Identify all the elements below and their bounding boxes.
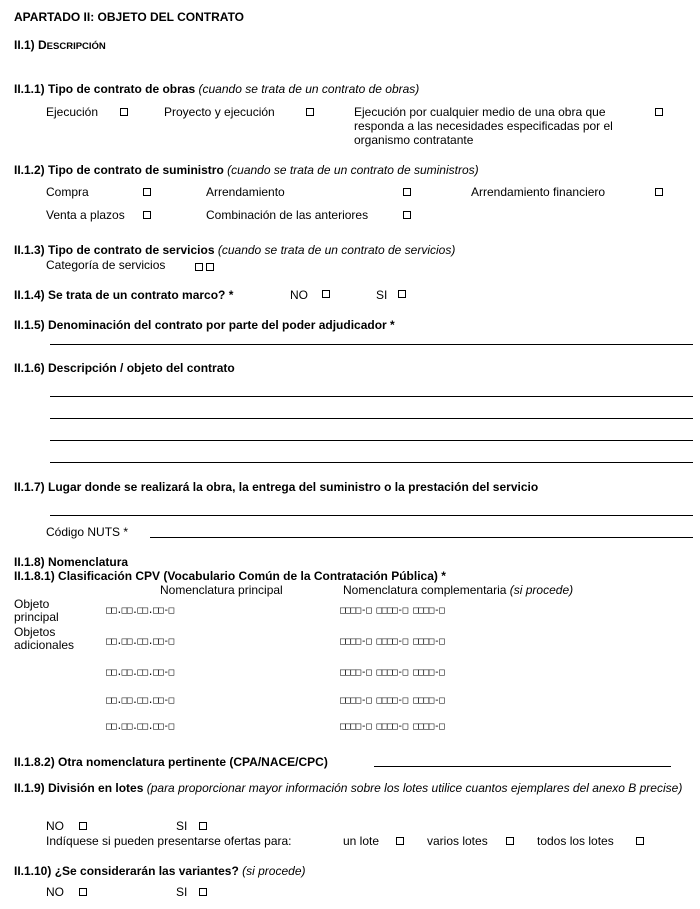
cpv-main-code-row-3[interactable]: □□.□□.□□.□□-□	[106, 667, 174, 678]
framework-no-label: NO	[290, 288, 308, 302]
cpv-complementary-code-row-4[interactable]: □□□□-□ □□□□-□ □□□□-□	[340, 695, 445, 706]
nomenclature-title: II.1.8) Nomenclatura	[14, 555, 129, 569]
row-additional-objects-line2: adicionales	[14, 638, 75, 652]
cpv-main-code-row-4[interactable]: □□.□□.□□.□□-□	[106, 695, 174, 706]
row-main-object-line1: Objeto	[14, 597, 50, 611]
checkbox-lots-yes[interactable]	[199, 822, 207, 830]
supply-contract-type-title: II.1.2) Tipo de contrato de suministro	[14, 163, 224, 177]
row-additional-objects-label	[14, 626, 74, 652]
lots-no-label: NO	[46, 819, 64, 833]
contract-name-title: II.1.5) Denominación del contrato por parte del poder adjudicador *	[14, 318, 395, 332]
cpv-complementary-note: (si procede)	[509, 583, 574, 597]
option-project-execution-label: Proyecto y ejecución	[164, 105, 275, 119]
checkbox-project-execution[interactable]	[306, 108, 314, 116]
checkbox-lots-several[interactable]	[506, 837, 514, 845]
cpv-complementary-code-row-1[interactable]: □□□□-□ □□□□-□ □□□□-□	[340, 605, 445, 616]
services-category-label: Categoría de servicios	[46, 258, 166, 272]
lots-division-title: II.1.9) División en lotes	[14, 781, 144, 795]
services-contract-type-heading	[14, 243, 455, 257]
option-execution-any-means-label: Ejecución por cualquier medio de una obra que responda a las necesidades especificadas por el organismo contratante	[354, 105, 613, 147]
lots-several-label: varios lotes	[427, 834, 488, 848]
services-category-digit-2[interactable]	[206, 263, 214, 271]
description-line-4[interactable]	[50, 462, 693, 463]
checkbox-execution-any-means[interactable]	[655, 108, 663, 116]
variants-no-label: NO	[46, 885, 64, 899]
variants-title: II.1.10) ¿Se considerarán las variantes?	[14, 864, 239, 878]
title-prefix: II.1) D	[14, 38, 47, 52]
option-execution-any-means	[354, 105, 650, 147]
cpv-main-code-row-2[interactable]: □□.□□.□□.□□-□	[106, 636, 174, 647]
checkbox-framework-yes[interactable]	[398, 290, 406, 298]
checkbox-variants-no[interactable]	[79, 888, 87, 896]
option-leasing-label: Arrendamiento financiero	[471, 185, 606, 199]
section-heading: APARTADO II: OBJETO DEL CONTRATO	[14, 10, 245, 24]
other-nomenclature-title: II.1.8.2) Otra nomenclatura pertinente (CPA/NACE/CPC)	[14, 755, 328, 769]
lots-one-label: un lote	[343, 834, 380, 848]
supply-contract-type-heading	[14, 163, 479, 177]
checkbox-purchase[interactable]	[143, 188, 151, 196]
option-rental-label: Arrendamiento	[206, 185, 285, 199]
location-field[interactable]	[50, 515, 693, 516]
lots-offers-indicate-label: Indíquese si pueden presentarse ofertas para:	[46, 834, 292, 848]
row-additional-objects-line1: Objetos	[14, 625, 56, 639]
checkbox-combination[interactable]	[403, 211, 411, 219]
option-execution	[46, 105, 98, 119]
option-combination-label: Combinación de las anteriores	[206, 208, 369, 222]
checkbox-lots-no[interactable]	[79, 822, 87, 830]
checkbox-framework-no[interactable]	[322, 290, 330, 298]
lots-division-note: (para proporcionar mayor información sobre los lotes utilice cuantos ejemplares del anexo B precise)	[146, 781, 683, 795]
nuts-code-field[interactable]	[150, 537, 693, 538]
cpv-complementary-label: Nomenclatura complementaria	[343, 583, 507, 597]
description-line-2[interactable]	[50, 418, 693, 419]
location-title: II.1.7) Lugar donde se realizará la obra, la entrega del suministro o la prestación del servicio	[14, 480, 539, 494]
lots-yes-label: SI	[176, 819, 188, 833]
framework-yes-label: SI	[376, 288, 388, 302]
title-smallcaps: ESCRIPCIÓN	[46, 41, 106, 52]
services-contract-type-title: II.1.3) Tipo de contrato de servicios	[14, 243, 215, 257]
option-purchase-label: Compra	[46, 185, 89, 199]
services-contract-type-note: (cuando se trata de un contrato de servicios)	[217, 243, 456, 257]
cpv-main-code-row-1[interactable]: □□.□□.□□.□□-□	[106, 605, 174, 616]
row-main-object-label	[14, 598, 59, 624]
description-line-1[interactable]	[50, 396, 693, 397]
description-line-3[interactable]	[50, 440, 693, 441]
lots-division-heading	[14, 781, 694, 795]
cpv-complementary-code-row-3[interactable]: □□□□-□ □□□□-□ □□□□-□	[340, 667, 445, 678]
contract-name-field[interactable]	[50, 344, 693, 345]
contract-description-title: II.1.6) Descripción / objeto del contrato	[14, 361, 235, 375]
cpv-classification-title: II.1.8.1) Clasificación CPV (Vocabulario Común de la Contratación Pública) *	[14, 569, 446, 583]
option-project-execution	[164, 105, 275, 119]
variants-note: (si procede)	[242, 864, 306, 878]
cpv-complementary-code-row-2[interactable]: □□□□-□ □□□□-□ □□□□-□	[340, 636, 445, 647]
cpv-main-code-row-5[interactable]: □□.□□.□□.□□-□	[106, 721, 174, 732]
checkbox-variants-yes[interactable]	[199, 888, 207, 896]
checkbox-installments[interactable]	[143, 211, 151, 219]
cpv-main-column-header: Nomenclatura principal	[160, 583, 283, 597]
option-execution-label: Ejecución	[46, 105, 99, 119]
checkbox-lots-one[interactable]	[396, 837, 404, 845]
works-contract-type-title: II.1.1) Tipo de contrato de obras	[14, 82, 196, 96]
row-main-object-line2: principal	[14, 610, 59, 624]
services-category-digit-1[interactable]	[195, 263, 203, 271]
works-contract-type-heading	[14, 82, 419, 96]
checkbox-lots-all[interactable]	[636, 837, 644, 845]
variants-heading	[14, 864, 305, 878]
option-installments-label: Venta a plazos	[46, 208, 125, 222]
framework-contract-title: II.1.4) Se trata de un contrato marco? *	[14, 288, 234, 302]
works-contract-type-note: (cuando se trata de un contrato de obras)	[198, 82, 420, 96]
lots-all-label: todos los lotes	[537, 834, 614, 848]
checkbox-rental[interactable]	[403, 188, 411, 196]
checkbox-execution[interactable]	[120, 108, 128, 116]
other-nomenclature-field[interactable]	[374, 766, 671, 767]
variants-yes-label: SI	[176, 885, 188, 899]
cpv-complementary-column-header	[343, 583, 573, 597]
cpv-complementary-code-row-5[interactable]: □□□□-□ □□□□-□ □□□□-□	[340, 721, 445, 732]
checkbox-leasing[interactable]	[655, 188, 663, 196]
nuts-code-label: Código NUTS *	[46, 525, 129, 539]
subsection-description-title	[14, 38, 106, 54]
supply-contract-type-note: (cuando se trata de un contrato de suministros)	[227, 163, 479, 177]
